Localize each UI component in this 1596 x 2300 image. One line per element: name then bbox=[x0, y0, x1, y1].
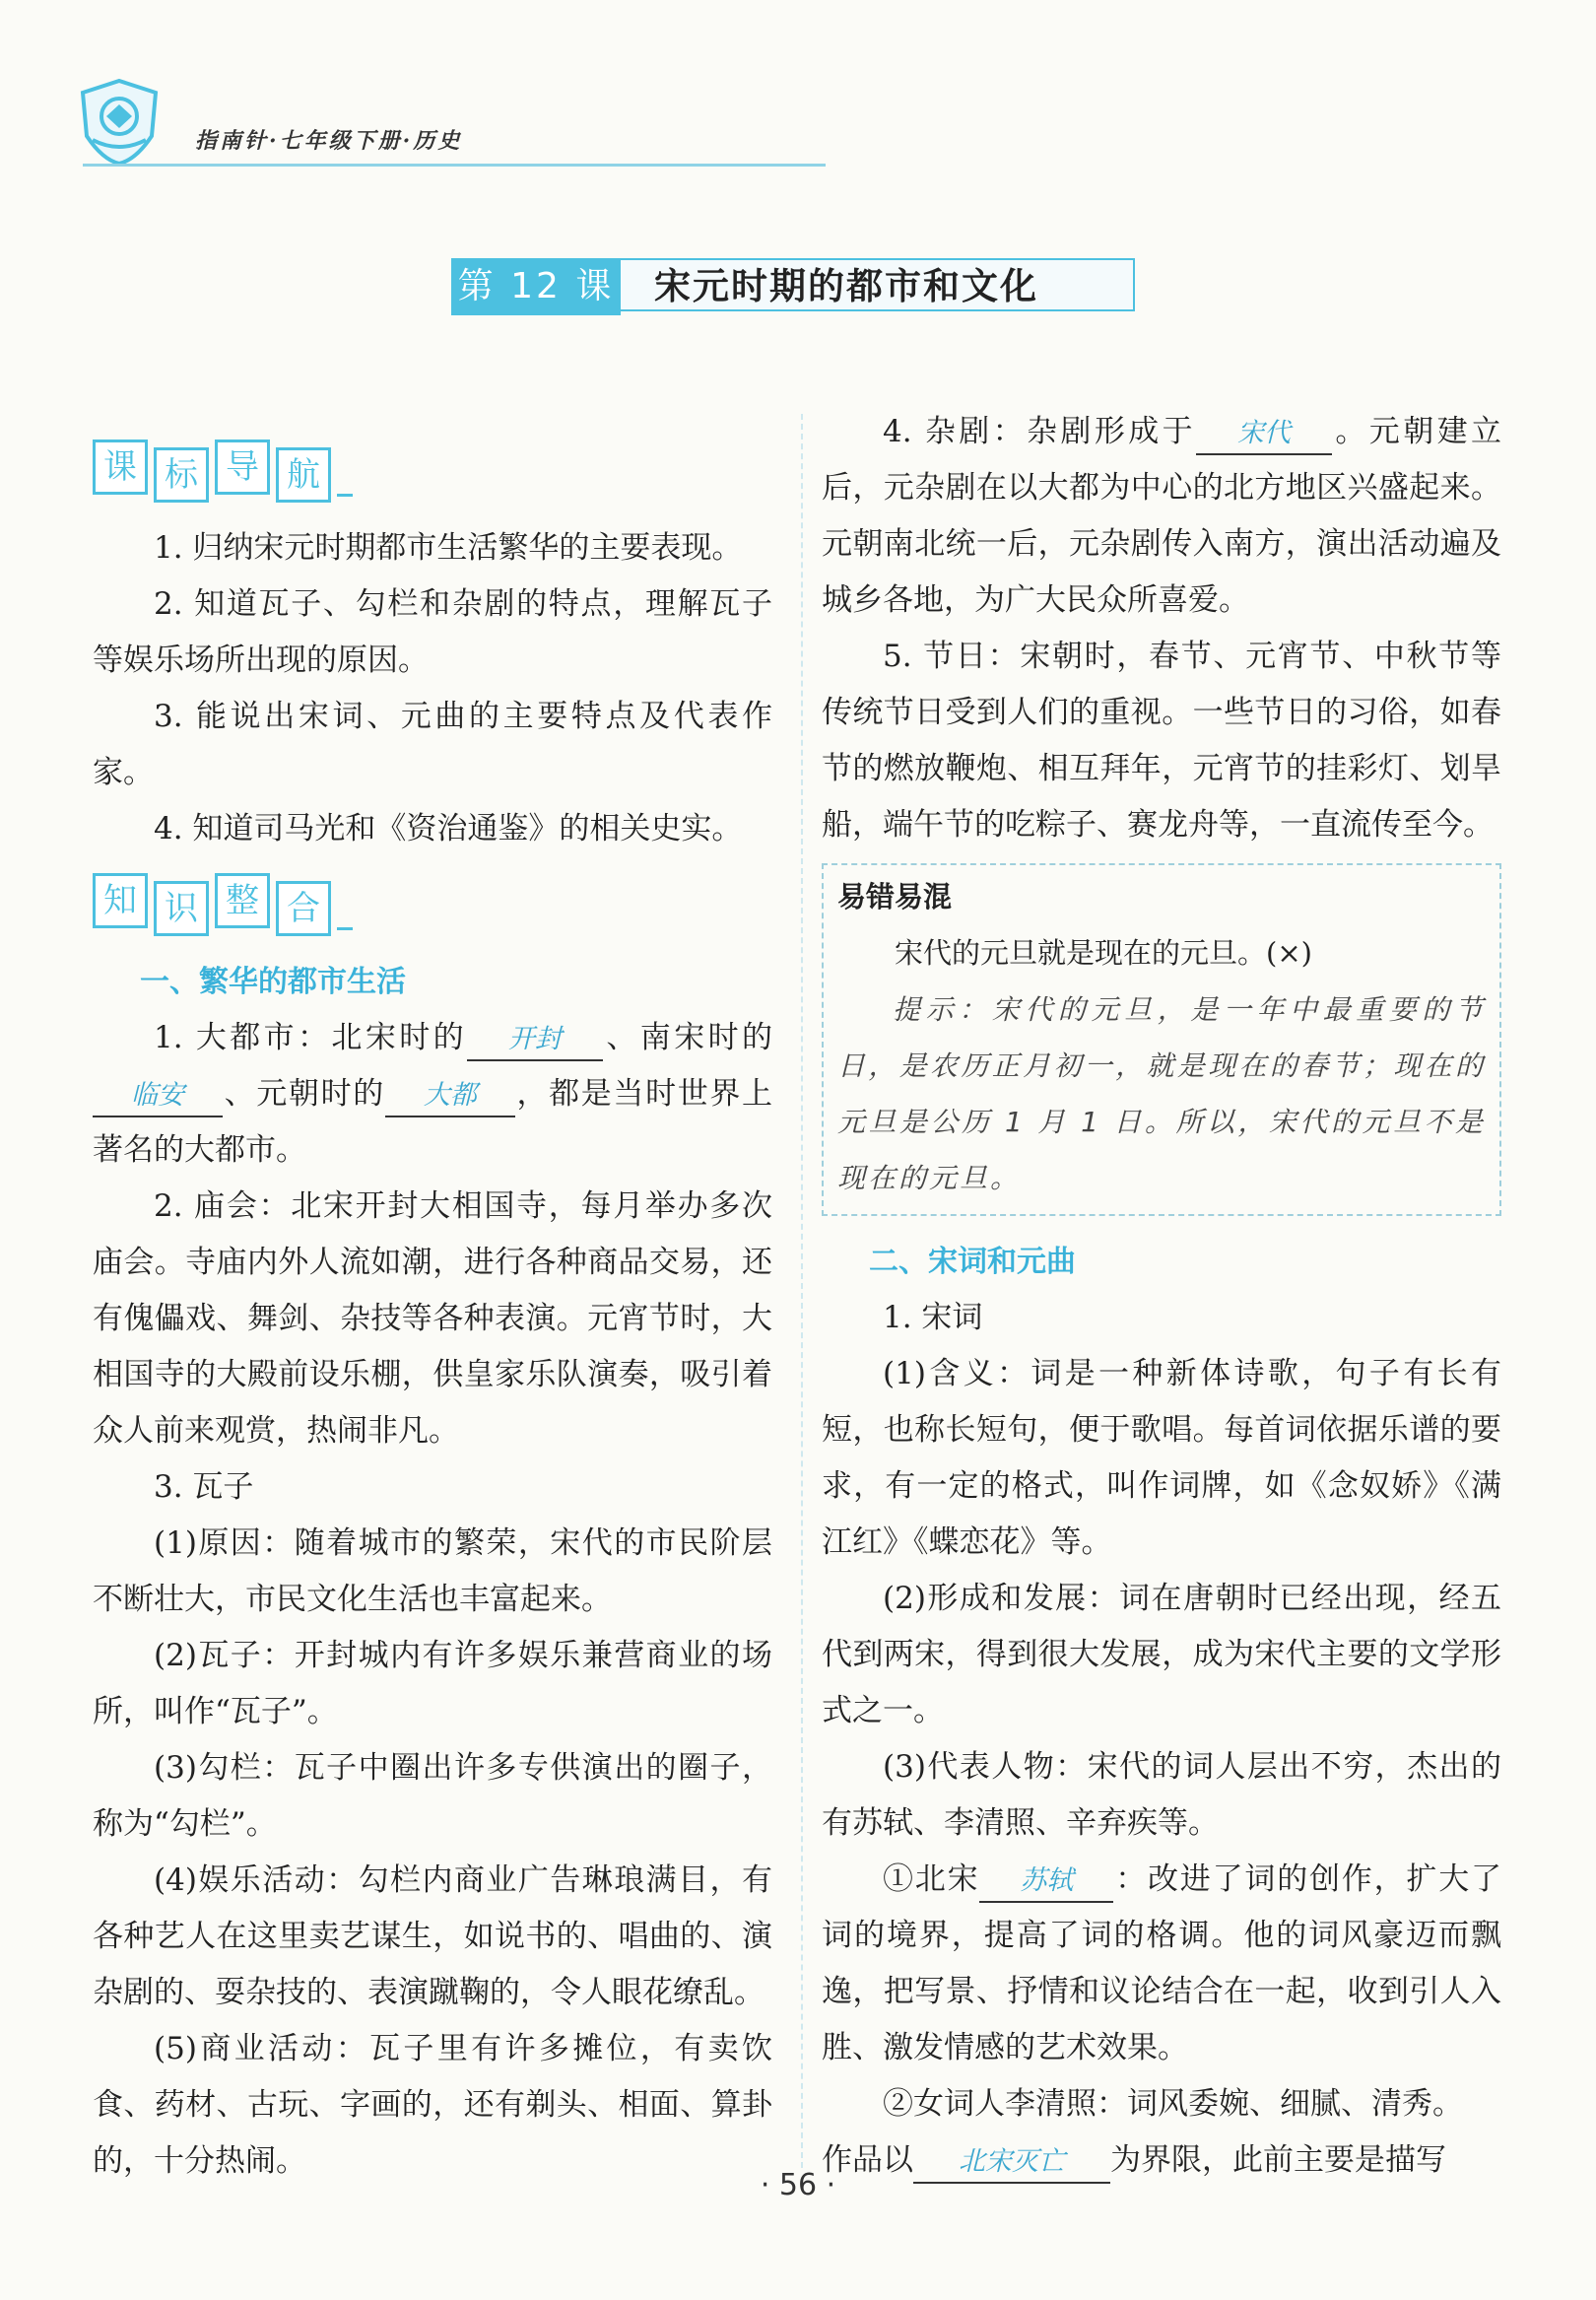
page-number: · 56 · bbox=[760, 2168, 836, 2202]
answer-blank: 大都 bbox=[385, 1076, 515, 1117]
common-mistake-box bbox=[822, 863, 1501, 1216]
section-title: 二、宋词和元曲 bbox=[869, 1245, 1076, 1279]
right-column bbox=[822, 404, 1501, 2189]
paragraph: (1)原因：随着城市的繁荣，宋代的市民阶层不断壮大，市民文化生活也丰富起来。 bbox=[93, 1525, 772, 1617]
goal-item: 4. 知道司马光和《资治通鉴》的相关史实。 bbox=[154, 811, 743, 846]
answer-blank: 临安 bbox=[93, 1076, 223, 1117]
paragraph-big-cities: 1. 大都市：北宋时的 开封 、南宋时的临安 、元朝时的 大都 ，都是当时世界上著名的大都市。 bbox=[93, 1020, 773, 1168]
answer-blank: 开封 bbox=[467, 1020, 603, 1061]
lesson-number: 第 12 课 bbox=[451, 258, 621, 315]
paragraph: (1)含义：词是一种新体诗歌，句子有长有短，也称长短句，便于歌唱。每首词依据乐谱的要求，有一定的格式，叫作词牌，如《念奴娇》《满江红》《蝶恋花》等。 bbox=[822, 1356, 1501, 1560]
paragraph: (3)代表人物：宋代的词人层出不穷，杰出的有苏轼、李清照、辛弃疾等。 bbox=[822, 1749, 1501, 1841]
paragraph: ②女词人李清照：词风委婉、细腻、清秀。 bbox=[883, 2086, 1463, 2122]
left-column bbox=[93, 424, 772, 2190]
book-header: 指南针·七年级下册·历史 bbox=[195, 128, 463, 154]
lesson-title: 宋元时期的都市和文化 bbox=[621, 258, 1135, 311]
answer-blank: 宋代 bbox=[1196, 414, 1332, 455]
section-title: 一、繁华的都市生活 bbox=[140, 965, 406, 999]
goal-item: 3. 能说出宋词、元曲的主要特点及代表作家。 bbox=[93, 699, 772, 790]
publisher-logo-icon bbox=[77, 77, 162, 168]
lesson-title-bar bbox=[451, 258, 1141, 317]
heading-curriculum-guide: 课 标 导 航 bbox=[93, 438, 772, 503]
heading-knowledge-summary: 知 识 整 合 bbox=[93, 871, 772, 936]
paragraph-liqingzhao: 作品以 北宋灭亡 为界限，此前主要是描写 bbox=[822, 2132, 1501, 2189]
subheading-wazi: 3. 瓦子 bbox=[154, 1469, 254, 1505]
paragraph-festivals: 5. 节日：宋朝时，春节、元宵节、中秋节等传统节日受到人们的重视。一些节日的习俗，如春节的燃放鞭炮、相互拜年，元宵节的挂彩灯、划旱船，端午节的吃粽子、赛龙舟等，一直流传至今。 bbox=[822, 639, 1501, 843]
paragraph: (2)瓦子：开封城内有许多娱乐兼营商业的场所，叫作“瓦子”。 bbox=[93, 1638, 772, 1729]
paragraph: (5)商业活动：瓦子里有许多摊位，有卖饮食、药材、古玩、字画的，还有剃头、相面、算卦的，十分热闹。 bbox=[93, 2031, 772, 2179]
paragraph-temple-fair: 2. 庙会：北宋开封大相国寺，每月举办多次庙会。寺庙内外人流如潮，进行各种商品交易，还有傀儡戏、舞剑、杂技等各种表演。元宵节时，大相国寺的大殿前设乐棚，供皇家乐队演奏，吸引着众人前来观赏，热闹非凡。 bbox=[93, 1188, 772, 1449]
mistake-hint: 提示：宋代的元旦，是一年中最重要的节日，是农历正月初一，就是现在的春节；现在的元旦是公历 1 月 1 日。所以，宋代的元旦不是现在的元旦。 bbox=[837, 993, 1486, 1194]
mistake-box-title: 易错易混 bbox=[837, 880, 953, 913]
paragraph-zaju: 4. 杂剧：杂剧形成于 宋代 。元朝建立后，元杂剧在以大都为中心的北方地区兴盛起来。元朝南北统一后，元杂剧传入南方，演出活动遍及城乡各地，为广大民众所喜爱。 bbox=[822, 414, 1502, 618]
paragraph: (2)形成和发展：词在唐朝时已经出现，经五代到两宋，得到很大发展，成为宋代主要的文学形式之一。 bbox=[822, 1581, 1501, 1728]
answer-blank: 苏轼 bbox=[979, 1861, 1113, 1903]
paragraph-sushi: ①北宋 苏轼 ：改进了词的创作，扩大了词的境界，提高了词的格调。他的词风豪迈而飘逸，把写景、抒情和议论结合在一起，收到引人入胜、激发情感的艺术效果。 bbox=[822, 1861, 1502, 2065]
mistake-question: 宋代的元旦就是现在的元旦。(×) bbox=[895, 936, 1312, 970]
header-rule bbox=[83, 164, 826, 167]
goal-item: 1. 归纳宋元时期都市生活繁华的主要表现。 bbox=[154, 530, 743, 566]
goal-item: 2. 知道瓦子、勾栏和杂剧的特点，理解瓦子等娱乐场所出现的原因。 bbox=[93, 586, 772, 678]
paragraph: (3)勾栏：瓦子中圈出许多专供演出的圈子，称为“勾栏”。 bbox=[93, 1750, 772, 1842]
answer-blank: 北宋灭亡 bbox=[913, 2142, 1110, 2184]
column-divider bbox=[801, 414, 803, 2168]
subheading-songci: 1. 宋词 bbox=[883, 1300, 983, 1335]
paragraph: (4)娱乐活动：勾栏内商业广告琳琅满目，有各种艺人在这里卖艺谋生，如说书的、唱曲的、演杂剧的、耍杂技的、表演蹴鞠的，令人眼花缭乱。 bbox=[93, 1862, 772, 2010]
